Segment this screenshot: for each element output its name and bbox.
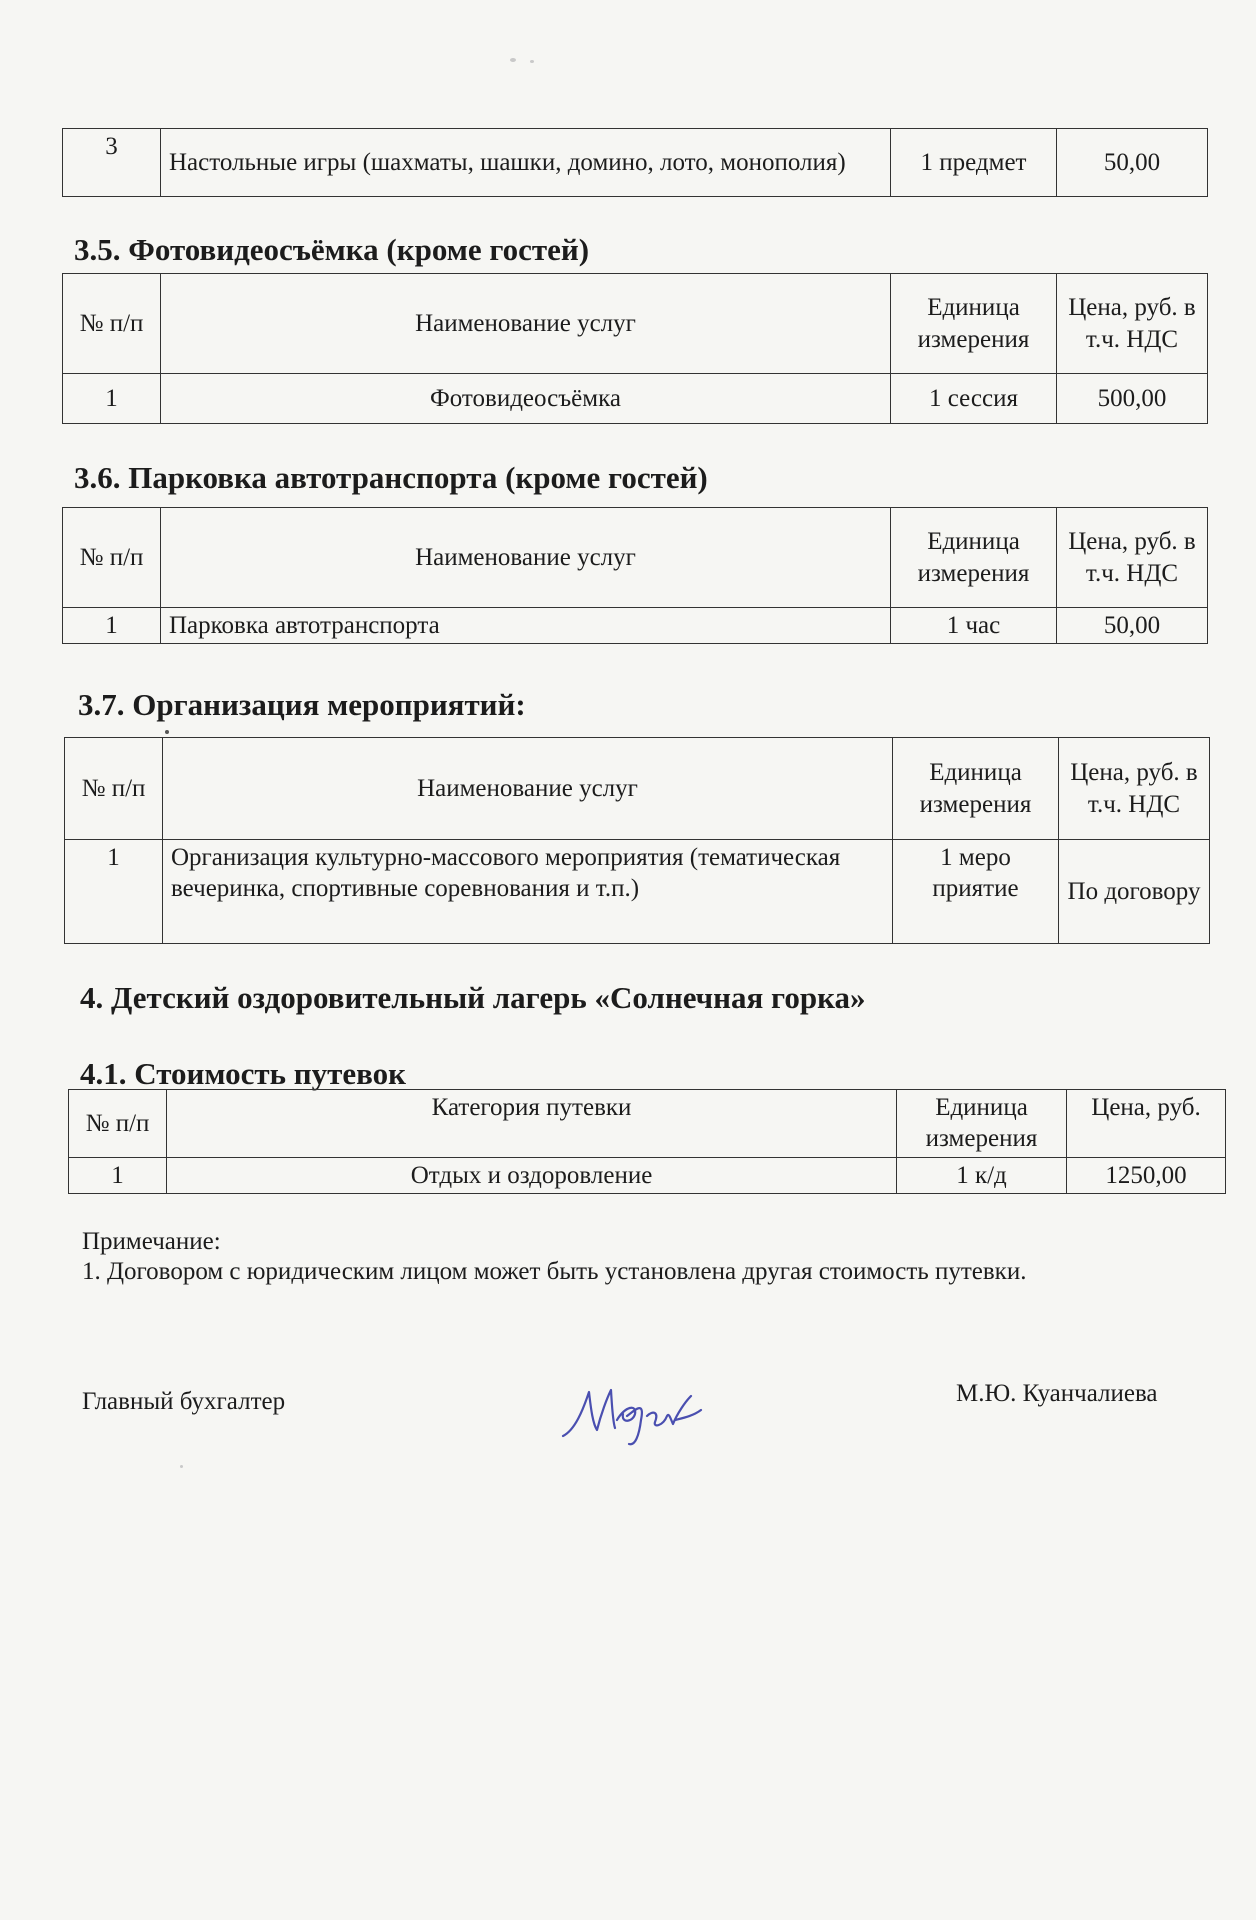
note-item-1: 1. Договором с юридическим лицом может быть установлена другая стоимость путевки. bbox=[82, 1258, 1027, 1285]
table-header-row bbox=[65, 738, 1210, 840]
header-unit: Единица измерения bbox=[897, 1090, 1067, 1158]
service-price: 50,00 bbox=[1057, 608, 1208, 644]
header-price: Цена, руб. в т.ч. НДС bbox=[1057, 274, 1208, 374]
table-row bbox=[63, 608, 1208, 644]
service-price: 50,00 bbox=[1057, 129, 1208, 197]
header-name: Категория путевки bbox=[167, 1090, 897, 1158]
handwritten-signature bbox=[555, 1380, 715, 1450]
header-price: Цена, руб. в т.ч. НДС bbox=[1059, 738, 1210, 840]
table-row bbox=[63, 374, 1208, 424]
service-name: Организация культурно-массового мероприятия (тематическая вечеринка, спортивные соревнования и т.п.) bbox=[163, 840, 893, 944]
header-unit: Единица измерения bbox=[891, 274, 1057, 374]
table-3-7 bbox=[64, 737, 1210, 944]
row-number: 1 bbox=[65, 840, 163, 944]
scan-speck bbox=[510, 58, 516, 62]
service-price: 500,00 bbox=[1057, 374, 1208, 424]
section-4-1-title: 4.1. Стоимость путевок bbox=[80, 1056, 406, 1091]
service-price: По договору bbox=[1059, 840, 1210, 944]
header-unit: Единица измерения bbox=[891, 508, 1057, 608]
header-unit: Единица измерения bbox=[893, 738, 1059, 840]
row-number: 3 bbox=[63, 129, 161, 197]
header-num: № п/п bbox=[65, 738, 163, 840]
note-title: Примечание: bbox=[82, 1228, 221, 1255]
header-name: Наименование услуг bbox=[163, 738, 893, 840]
header-price: Цена, руб. bbox=[1067, 1090, 1226, 1158]
row-number: 1 bbox=[63, 608, 161, 644]
category-unit: 1 к/д bbox=[897, 1157, 1067, 1193]
category-name: Отдых и оздоровление bbox=[167, 1157, 897, 1193]
header-name: Наименование услуг bbox=[161, 274, 891, 374]
table-3-6 bbox=[62, 507, 1208, 644]
header-num: № п/п bbox=[63, 274, 161, 374]
signatory-position: Главный бухгалтер bbox=[82, 1388, 286, 1415]
signatory-name: М.Ю. Куанчалиева bbox=[956, 1380, 1158, 1407]
table-row bbox=[69, 1157, 1226, 1193]
scan-speck bbox=[530, 60, 534, 63]
header-price: Цена, руб. в т.ч. НДС bbox=[1057, 508, 1208, 608]
section-4-title: 4. Детский оздоровительный лагерь «Солнечная горка» bbox=[80, 980, 866, 1015]
service-unit: 1 сессия bbox=[891, 374, 1057, 424]
table-header-row bbox=[69, 1090, 1226, 1158]
table-3-4-continuation bbox=[62, 128, 1208, 197]
row-number: 1 bbox=[63, 374, 161, 424]
table-row bbox=[63, 129, 1208, 197]
section-3-6-title: 3.6. Парковка автотранспорта (кроме гостей) bbox=[74, 460, 708, 495]
service-unit: 1 меро приятие bbox=[893, 840, 1059, 944]
table-row bbox=[65, 840, 1210, 944]
service-unit: 1 час bbox=[891, 608, 1057, 644]
service-name: Парковка автотранспорта bbox=[161, 608, 891, 644]
table-4-1 bbox=[68, 1089, 1226, 1194]
scan-speck bbox=[180, 1465, 183, 1468]
table-header-row bbox=[63, 274, 1208, 374]
table-header-row bbox=[63, 508, 1208, 608]
service-name: Фотовидеосъёмка bbox=[161, 374, 891, 424]
table-3-5 bbox=[62, 273, 1208, 424]
section-3-5-title: 3.5. Фотовидеосъёмка (кроме гостей) bbox=[74, 232, 590, 267]
service-name: Настольные игры (шахматы, шашки, домино, лото, монополия) bbox=[161, 129, 891, 197]
row-number: 1 bbox=[69, 1157, 167, 1193]
service-unit: 1 предмет bbox=[891, 129, 1057, 197]
section-3-7-title: 3.7. Организация мероприятий: bbox=[78, 687, 526, 722]
header-num: № п/п bbox=[63, 508, 161, 608]
category-price: 1250,00 bbox=[1067, 1157, 1226, 1193]
header-num: № п/п bbox=[69, 1090, 167, 1158]
header-name: Наименование услуг bbox=[161, 508, 891, 608]
scan-speck bbox=[165, 730, 169, 734]
